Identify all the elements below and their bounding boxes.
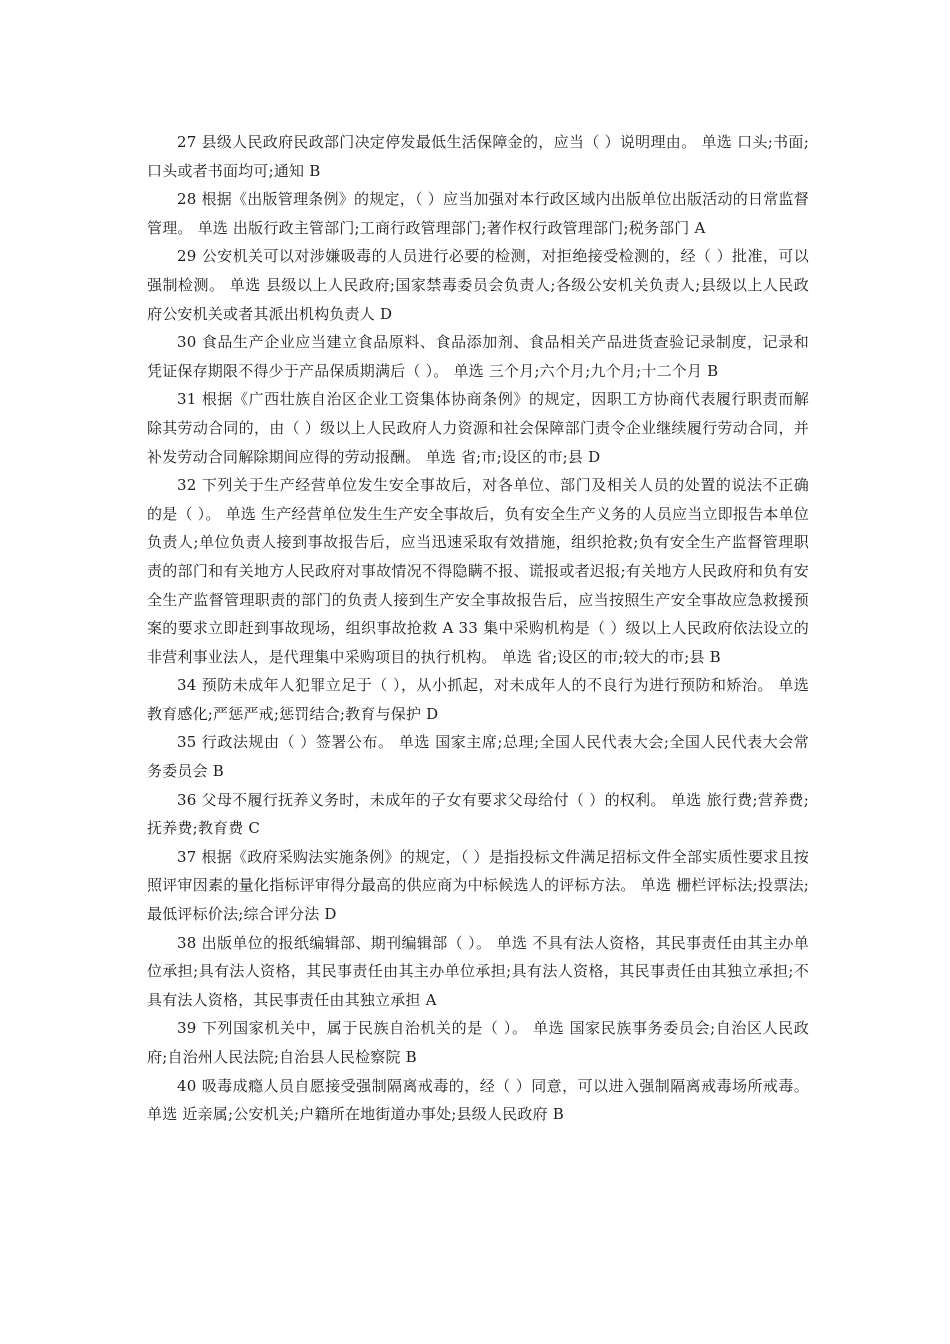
question-40: 40 吸毒成瘾人员自愿接受强制隔离戒毒的，经（ ）同意，可以进入强制隔离戒毒场所戒毒。 单选 近亲属;公安机关;户籍所在地街道办事处;县级人民政府 B (147, 1076, 809, 1124)
question-29: 29 公安机关可以对涉嫌吸毒的人员进行必要的检测，对拒绝接受检测的，经（ ）批准，可以强制检测。 单选 县级以上人民政府;国家禁毒委员会负责人;各级公安机关负责人;县级以上人民政府公安机关或者其派出机构负责人 D (147, 247, 809, 323)
question-30: 30 食品生产企业应当建立食品原料、食品添加剂、食品相关产品进货查验记录制度，记录和凭证保存期限不得少于产品保质期满后（ ）。 单选 三个月;六个月;九个月;十二个月 B (147, 333, 809, 380)
question-37: 37 根据《政府采购法实施条例》的规定，（ ）是指投标文件满足招标文件全部实质性要求且按照评审因素的量化指标评审得分最高的供应商为中标候选人的评标方法。 单选 栅栏评标法;投票法;最低评标价法;综合评分法 D (147, 847, 809, 924)
document-body (147, 128, 809, 1129)
question-38: 38 出版单位的报纸编辑部、期刊编辑部（ ）。 单选 不具有法人资格，其民事责任由其主办单位承担;具有法人资格，其民事责任由其主办单位承担;具有法人资格，其民事责任由其独立承担;不具有法人资格，其民事责任由其独立承担 A (147, 933, 809, 1009)
question-39: 39 下列国家机关中，属于民族自治机关的是（ ）。 单选 国家民族事务委员会;自治区人民政府;自治州人民法院;自治县人民检察院 B (147, 1019, 809, 1066)
question-35: 35 行政法规由（ ）签署公布。 单选 国家主席;总理;全国人民代表大会;全国人民代表大会常务委员会 B (147, 733, 809, 781)
question-36: 36 父母不履行抚养义务时，未成年的子女有要求父母给付（ ）的权利。 单选 旅行费;营养费;抚养费;教育费 C (147, 790, 809, 838)
question-31: 31 根据《广西壮族自治区企业工资集体协商条例》的规定，因职工方协商代表履行职责而解除其劳动合同的，由（ ）级以上人民政府人力资源和社会保障部门责令企业继续履行劳动合同，并补发劳动合同解除期间应得的劳动报酬。 单选 省;市;设区的市;县 D (147, 390, 809, 466)
question-34: 34 预防未成年人犯罪立足于（ ），从小抓起，对未成年人的不良行为进行预防和矫治。 单选 教育感化;严惩严戒;惩罚结合;教育与保护 D (147, 676, 809, 723)
question-28: 28 根据《出版管理条例》的规定，（ ）应当加强对本行政区域内出版单位出版活动的日常监督管理。 单选 出版行政主管部门;工商行政管理部门;著作权行政管理部门;税务部门 A (147, 190, 809, 237)
question-32-33: 32 下列关于生产经营单位发生安全事故后，对各单位、部门及相关人员的处置的说法不正确的是（ ）。 单选 生产经营单位发生生产安全事故后，负有安全生产义务的人员应当立即报告本单位负责人;单位负责人接到事故报告后，应当迅速采取有效措施，组织抢救;负有安全生产监督管理职责的部门和有关地方人民政府对事故情况不得隐瞒不报、谎报或者迟报;有关地方人民政府和负有安全生产监督管理职责的部门的负责人接到生产安全事故报告后，应当按照生产安全事故应急救援预案的要求立即赶到事故现场，组织事故抢救 A 33 集中采购机构是（ ）级以上人民政府依法设立的非营利事业法人，是代理集中采购项目的执行机构。 单选 省;设区的市;较大的市;县 B (147, 476, 809, 666)
question-27: 27 县级人民政府民政部门决定停发最低生活保障金的，应当（ ）说明理由。 单选 口头;书面;口头或者书面均可;通知 B (147, 133, 809, 180)
